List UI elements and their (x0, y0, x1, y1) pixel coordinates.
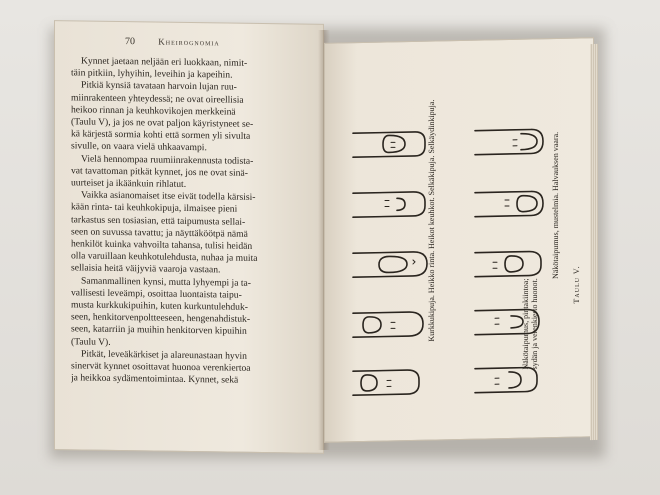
caption-kurkkukipuja: Kurkkukipuja. (427, 293, 436, 342)
caption-heikko-rinta: Heikko rinta. (427, 248, 436, 294)
caption-right-column-2 (551, 132, 560, 279)
text-line: täin pitkiin, lyhyihin, leveihin ja kapeihin. (71, 67, 233, 81)
plate-title: Taulu V. (572, 265, 581, 304)
page-edges (590, 44, 598, 440)
text-line: Vielä hennompaa ruumiinrakennusta todista- (81, 153, 254, 167)
text-line: uurteiset ja ikäänkuin rihlatut. (71, 177, 187, 190)
finger-right-3 (475, 251, 541, 276)
finger-left-1 (353, 132, 425, 158)
text-line: Samanmallinen kynsi, mutta lyhyempi ja ta- (81, 275, 251, 289)
text-line: Pitkät, leveäkärkiset ja alareunastaan hyvin (81, 348, 247, 362)
text-line: heikoo rinnan ja keuhkovikojen merkkeinä (71, 104, 236, 118)
body-text (71, 55, 309, 388)
paragraph (71, 55, 309, 83)
text-line: (Taulu V). (71, 336, 111, 348)
paragraph (71, 80, 309, 157)
text-line: Pitkiä kynsiä tavataan harvoin lujan ruu- (81, 79, 237, 94)
paragraph (71, 348, 309, 388)
text-line: henkilöt kuinka vahvoilta tahansa, tulisi heidän (71, 238, 253, 252)
finger-left-2 (353, 192, 425, 218)
caption-selkakipuja: Selkäkipuja. (427, 153, 436, 196)
caption-left-column (427, 99, 436, 341)
text-line: tarkastus sen tosiasian, että taipumusta sellai- (71, 213, 246, 228)
caption-heikot-keuhkot: Heikot keuhkot. (427, 195, 436, 250)
caption-right-column-1b (530, 278, 539, 369)
text-line: vat tavattoman pitkät kynnet, jos ne ovat sinä- (71, 165, 248, 179)
text-line: vallisesti leveämpi, osoittaa luontaista taipu- (71, 287, 242, 301)
right-page (324, 37, 594, 443)
text-line: seen on suvussa tavattu; ja näyttäköötpä nämä (71, 226, 248, 240)
text-line: kä kärjestä sormia kohti että sormen yli sivulta (71, 128, 251, 143)
running-head: Kheirognomia (158, 36, 220, 48)
caption-right-2a: Näkötaipumus, mustelmia. (551, 190, 560, 280)
text-line: sinervät kynnet osoittavat huonoa verenkiertoa (71, 360, 251, 374)
finger-right-5 (475, 367, 537, 392)
caption-right-2b: Halvauksen vaara. (551, 131, 560, 192)
finger-left-3 (353, 252, 427, 278)
page-number: 70 (125, 36, 135, 48)
paragraph (71, 275, 309, 352)
paragraph (71, 190, 309, 279)
left-page (54, 20, 324, 454)
finger-left-5 (353, 370, 419, 395)
text-line: miinrakenteen yhteydessä; ne ovat oireellisia (71, 91, 244, 106)
text-line: Vaikka asianomaiset itse eivät todella kärsisi- (81, 189, 256, 204)
text-line: seen, katarriin ja muihin henkitorven kipuihin (71, 323, 247, 338)
finger-right-1 (475, 129, 543, 154)
fingernail-plate-figure (345, 98, 585, 403)
caption-right-column-1 (521, 278, 530, 369)
text-line: sellaisia heitä väijyviä vaaroja vastaan. (71, 262, 221, 276)
text-line: (Taulu V), ja jos ne ovat paljon käyristyneet se- (71, 116, 254, 130)
paragraph (71, 153, 309, 193)
caption-selkaydinkipuja: Selkäydinkipuja. (427, 99, 436, 154)
text-line: seen, henkitorvenpoltteeseen, hengenahdistuk- (71, 311, 251, 326)
text-line: olla varuillaan keuhkotulehdusta, nuhaa ja muita (71, 250, 258, 265)
text-line: kään rinta- tai keuhkokipuja, ilmaisee pieni (71, 201, 238, 216)
finger-left-4 (353, 312, 423, 337)
text-line: ja heikkoa sydämentoimintaa. Kynnet, sekä (71, 372, 239, 386)
finger-right-2 (475, 191, 543, 216)
caption-right-1b: sydän ja verenkierto huonot. (530, 278, 539, 370)
text-line: sivulle, on vaara vielä uhkaavampi. (71, 140, 207, 154)
text-line: musta kurkkukipuihin, kuten kurkuntulehduk- (71, 299, 248, 313)
caption-right-1a: Näkötaipumus, pintakiintoa; (521, 278, 530, 370)
text-line: Kynnet jaetaan neljään eri luokkaan, nimit- (81, 55, 248, 69)
